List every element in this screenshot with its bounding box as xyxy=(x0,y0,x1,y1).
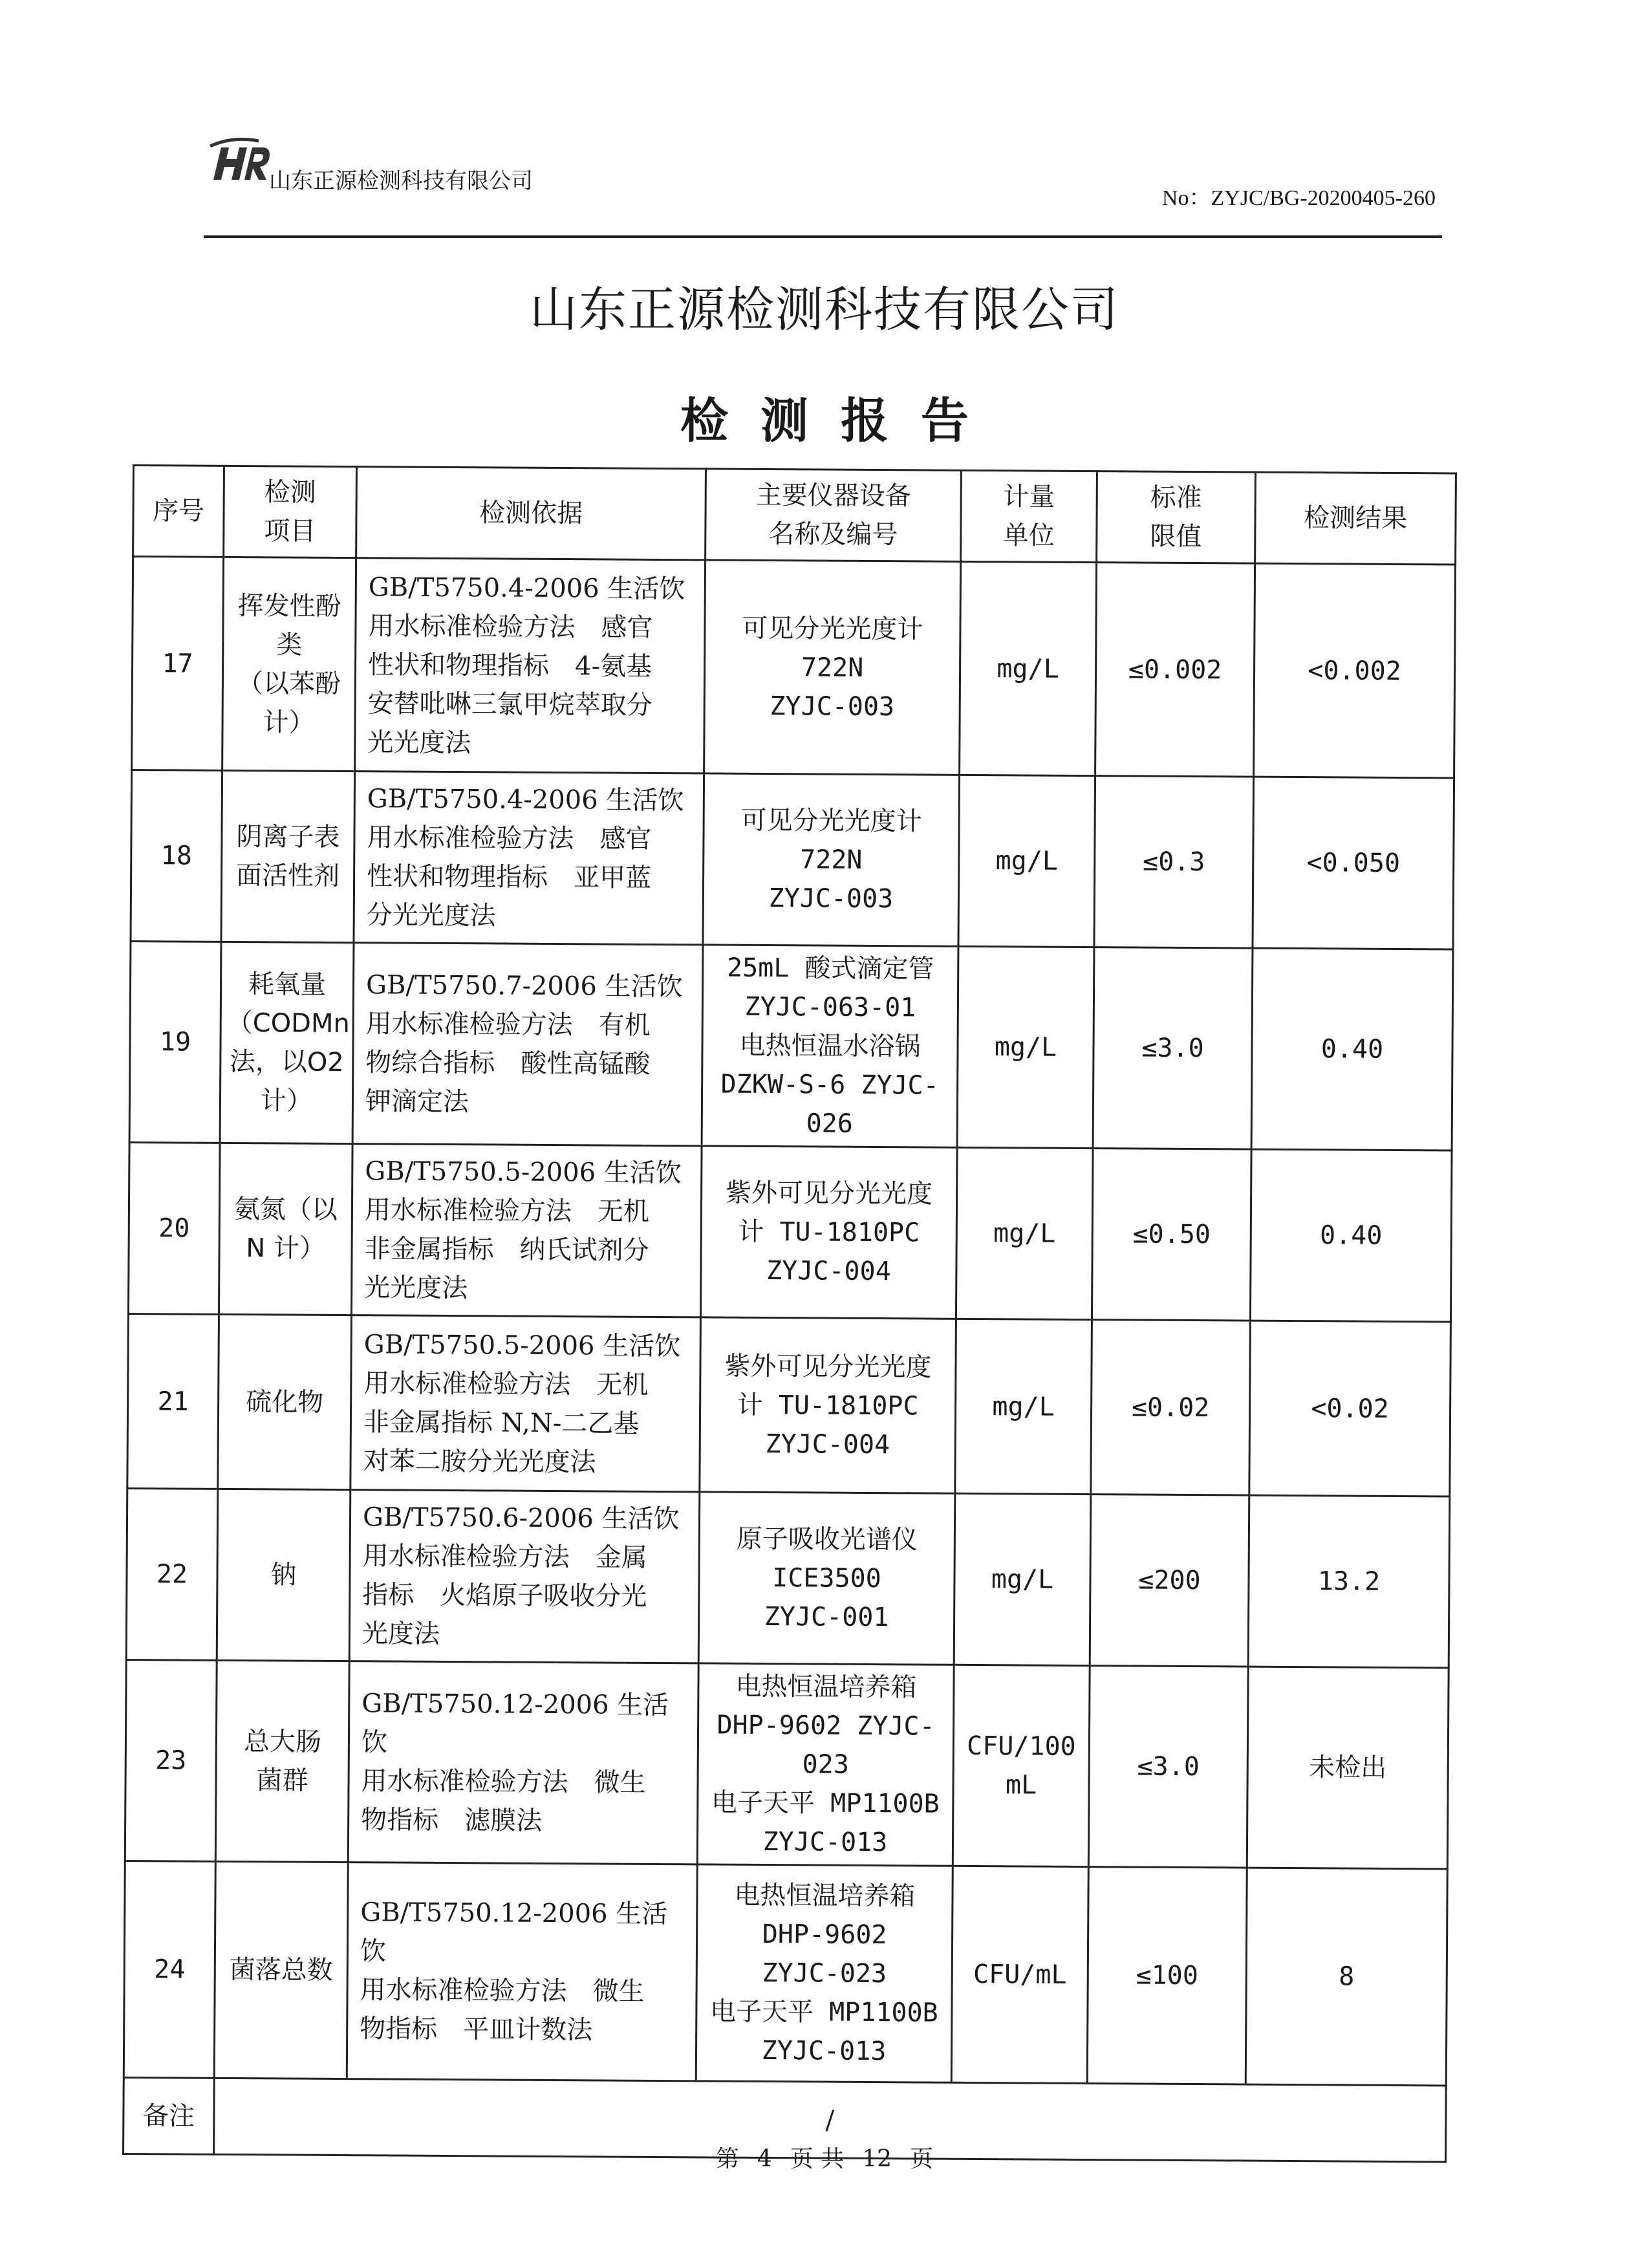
cell-item: 总大肠 菌群 xyxy=(215,1660,349,1862)
cell-basis: GB/T5750.5-2006 生活饮 用水标准检验方法 无机 非金属指标 纳氏试剂分 光光度法 xyxy=(351,1144,702,1317)
cell-equipment: 电热恒温培养箱 DHP-9602 ZYJC-023 电子天平 MP1100B ZYJC-013 xyxy=(696,1864,953,2082)
cell-item: 钠 xyxy=(217,1489,350,1661)
cell-unit: mg/L xyxy=(956,1147,1093,1319)
footer-page-prefix: 第 xyxy=(715,2146,739,2172)
page-header xyxy=(207,123,1436,239)
cell-limit: ≤200 xyxy=(1090,1495,1249,1667)
cell-limit: ≤0.3 xyxy=(1094,776,1254,948)
cell-item: 耗氧量 （CODMn 法，以O2 计） xyxy=(220,942,354,1143)
cell-limit: ≤0.50 xyxy=(1092,1149,1251,1321)
cell-result: <0.02 xyxy=(1249,1321,1451,1496)
cell-limit: ≤3.0 xyxy=(1093,947,1253,1149)
cell-unit: mg/L xyxy=(957,946,1094,1148)
footer-page-current: 4 xyxy=(757,2146,772,2172)
table-header-row xyxy=(133,466,1456,565)
cell-equipment: 可见分光光度计 722N ZYJC-003 xyxy=(704,560,961,775)
header-seq: 序号 xyxy=(133,466,224,557)
header-divider xyxy=(204,235,1442,238)
cell-equipment: 原子吸收光谱仪 ICE3500 ZYJC-001 xyxy=(698,1492,955,1665)
cell-item: 硫化物 xyxy=(218,1314,352,1489)
cell-equipment: 电热恒温培养箱 DHP-9602 ZYJC-023 电子天平 MP1100B ZYJC-013 xyxy=(697,1663,954,1866)
footer-page-mid: 页 共 xyxy=(790,2146,845,2172)
header-basis: 检测依据 xyxy=(356,467,706,560)
table-row xyxy=(127,1313,1451,1496)
cell-seq: 18 xyxy=(131,770,222,942)
cell-seq: 24 xyxy=(124,1861,215,2078)
remarks-value: / xyxy=(214,2078,1447,2162)
header-unit: 计量 单位 xyxy=(961,470,1097,562)
header-limit: 标准 限值 xyxy=(1097,471,1256,563)
table-row xyxy=(129,941,1453,1150)
table-body xyxy=(124,557,1455,2086)
cell-basis: GB/T5750.4-2006 生活饮 用水标准检验方法 感官 性状和物理指标 4-氨基 安替吡啉三氯甲烷萃取分 光光度法 xyxy=(355,558,706,773)
cell-unit: CFU/mL xyxy=(951,1866,1088,2083)
cell-basis: GB/T5750.5-2006 生活饮 用水标准检验方法 无机 非金属指标 N,N-二乙基 对苯二胺分光光度法 xyxy=(350,1315,701,1492)
cell-unit: CFU/100 mL xyxy=(953,1665,1090,1866)
cell-seq: 19 xyxy=(129,941,221,1143)
cell-result: 未检出 xyxy=(1247,1667,1449,1869)
test-results-table xyxy=(122,464,1457,2163)
cell-unit: mg/L xyxy=(954,1493,1091,1665)
document-report-title: 检测报告 xyxy=(680,393,1001,449)
page-footer xyxy=(0,2141,1649,2174)
header-item: 检测 项目 xyxy=(224,466,357,557)
header-company-name: 山东正源检测科技有限公司 xyxy=(269,168,533,194)
company-logo xyxy=(207,135,272,186)
cell-equipment: 25mL 酸式滴定管 ZYJC-063-01 电热恒温水浴锅 DZKW-S-6 ZYJC-026 xyxy=(702,945,958,1147)
document-company-title: 山东正源检测科技有限公司 xyxy=(530,282,1119,338)
cell-result: 0.40 xyxy=(1250,1149,1452,1322)
cell-item: 阴离子表 面活性剂 xyxy=(221,770,355,942)
cell-limit: ≤3.0 xyxy=(1088,1666,1248,1868)
cell-equipment: 紫外可见分光光度 计 TU-1810PC ZYJC-004 xyxy=(700,1146,957,1319)
header-result: 检测结果 xyxy=(1255,472,1456,565)
cell-seq: 22 xyxy=(126,1488,218,1660)
table-row xyxy=(128,1142,1452,1321)
table-row xyxy=(124,1861,1447,2085)
table-row xyxy=(125,1659,1449,1868)
cell-limit: ≤0.02 xyxy=(1091,1320,1251,1495)
cell-basis: GB/T5750.4-2006 生活饮 用水标准检验方法 感官 性状和物理指标 亚甲蓝 分光光度法 xyxy=(354,772,704,945)
cell-seq: 23 xyxy=(125,1659,217,1861)
cell-result: 8 xyxy=(1245,1868,1447,2086)
cell-result: 13.2 xyxy=(1248,1495,1450,1668)
cell-unit: mg/L xyxy=(960,561,1097,775)
table-row xyxy=(132,557,1456,778)
cell-basis: GB/T5750.6-2006 生活饮 用水标准检验方法 金属 指标 火焰原子吸收分光 光度法 xyxy=(349,1490,700,1663)
table-row xyxy=(131,770,1454,949)
cell-unit: mg/L xyxy=(958,775,1095,947)
cell-unit: mg/L xyxy=(955,1319,1092,1494)
cell-equipment: 可见分光光度计 722N ZYJC-003 xyxy=(703,773,960,946)
cell-seq: 17 xyxy=(132,557,224,771)
cell-item: 菌落总数 xyxy=(214,1861,348,2079)
cell-basis: GB/T5750.12-2006 生活饮 用水标准检验方法 微生 物指标 平皿计数法 xyxy=(347,1863,697,2081)
cell-seq: 20 xyxy=(128,1142,220,1314)
cell-result: <0.002 xyxy=(1254,563,1456,778)
header-equipment: 主要仪器设备 名称及编号 xyxy=(706,469,962,561)
report-number: No：ZYJC/BG-20200405-260 xyxy=(1161,186,1436,210)
cell-basis: GB/T5750.12-2006 生活饮 用水标准检验方法 微生 物指标 滤膜法 xyxy=(348,1661,698,1864)
cell-seq: 21 xyxy=(127,1313,219,1489)
footer-page-suffix: 页 xyxy=(910,2146,934,2172)
cell-limit: ≤0.002 xyxy=(1095,563,1255,777)
cell-limit: ≤100 xyxy=(1087,1867,1247,2084)
table-row xyxy=(126,1488,1450,1667)
cell-result: 0.40 xyxy=(1251,948,1453,1150)
cell-item: 氨氮（以 N 计） xyxy=(219,1143,352,1315)
cell-equipment: 紫外可见分光光度 计 TU-1810PC ZYJC-004 xyxy=(700,1317,956,1493)
cell-result: <0.050 xyxy=(1253,777,1454,949)
remarks-label: 备注 xyxy=(124,2077,215,2154)
cell-item: 挥发性酚 类 （以苯酚 计） xyxy=(222,557,356,771)
cell-basis: GB/T5750.7-2006 生活饮 用水标准检验方法 有机 物综合指标 酸性高锰酸 钾滴定法 xyxy=(352,943,703,1146)
footer-page-total: 12 xyxy=(862,2146,892,2172)
